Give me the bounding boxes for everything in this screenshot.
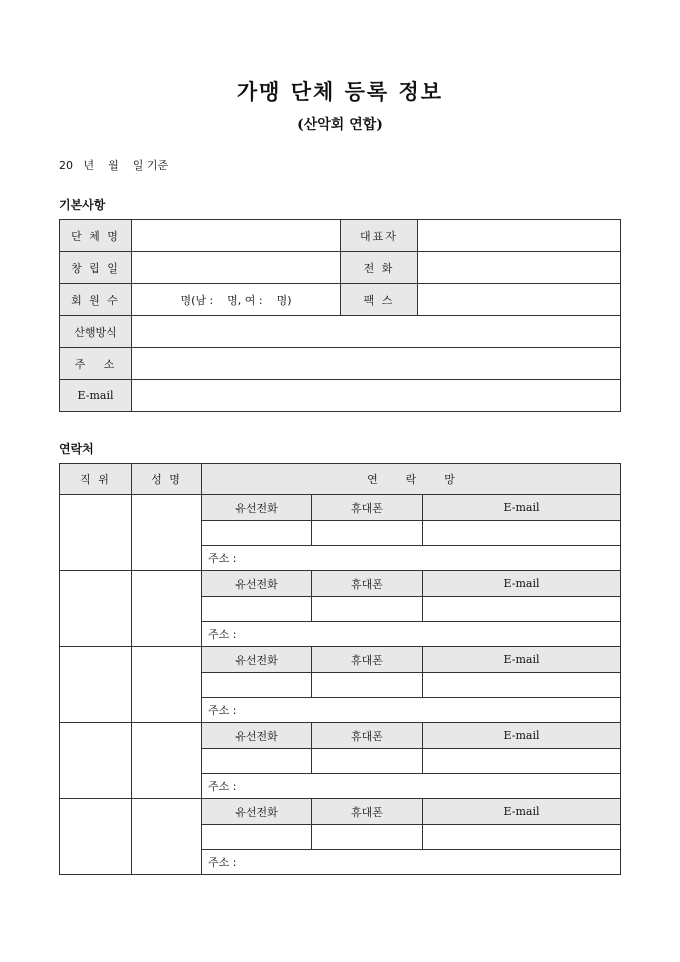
landline-subheader: 유선전화 (202, 647, 312, 673)
email-field[interactable] (132, 380, 621, 412)
contact-email-field[interactable] (423, 521, 621, 546)
contacts-section-title: 연락처 (59, 442, 94, 456)
contact-position-field[interactable] (60, 799, 132, 875)
hiking-method-label: 산행방식 (60, 316, 132, 348)
contact-name-field[interactable] (132, 723, 202, 799)
landline-field[interactable] (202, 521, 312, 546)
mobile-subheader: 휴대폰 (312, 723, 423, 749)
fax-field[interactable] (418, 284, 621, 316)
contact-address-label: 주소 : (208, 856, 237, 869)
contact-position-field[interactable] (60, 571, 132, 647)
contacts-table (59, 463, 621, 875)
phone-label: 전 화 (341, 252, 418, 284)
mobile-field[interactable] (312, 673, 423, 698)
representative-label: 대표자 (341, 220, 418, 252)
landline-subheader: 유선전화 (202, 723, 312, 749)
email-subheader: E-mail (423, 647, 621, 673)
member-count-field[interactable]: 명(남 : 명, 여 : 명) (132, 284, 341, 316)
contact-position-field[interactable] (60, 723, 132, 799)
mobile-subheader: 휴대폰 (312, 495, 423, 521)
landline-field[interactable] (202, 825, 312, 850)
contact-email-field[interactable] (423, 673, 621, 698)
founded-date-field[interactable] (132, 252, 341, 284)
landline-field[interactable] (202, 597, 312, 622)
contact-position-field[interactable] (60, 495, 132, 571)
contact-name-field[interactable] (132, 647, 202, 723)
mobile-field[interactable] (312, 521, 423, 546)
page-title: 가맹 단체 등록 정보 (236, 79, 444, 104)
contact-name-field[interactable] (132, 495, 202, 571)
contact-address-field[interactable] (202, 698, 621, 723)
contact-name-field[interactable] (132, 571, 202, 647)
mobile-subheader: 휴대폰 (312, 647, 423, 673)
contact-address-label: 주소 : (208, 552, 237, 565)
contact-address-field[interactable] (202, 546, 621, 571)
hiking-method-field[interactable] (132, 316, 621, 348)
contact-address-label: 주소 : (208, 704, 237, 717)
position-header: 직 위 (60, 464, 132, 495)
contact-position-field[interactable] (60, 647, 132, 723)
group-name-field[interactable] (132, 220, 341, 252)
contact-name-field[interactable] (132, 799, 202, 875)
email-subheader: E-mail (423, 799, 621, 825)
contact-address-field[interactable] (202, 850, 621, 875)
member-count-label: 회 원 수 (60, 284, 132, 316)
phone-field[interactable] (418, 252, 621, 284)
mobile-field[interactable] (312, 749, 423, 774)
basic-section-title: 기본사항 (59, 198, 106, 212)
landline-field[interactable] (202, 749, 312, 774)
address-field[interactable] (132, 348, 621, 380)
contact-header: 연 락 망 (202, 464, 621, 495)
mobile-field[interactable] (312, 825, 423, 850)
basic-info-table (59, 219, 621, 412)
landline-subheader: 유선전화 (202, 571, 312, 597)
name-header: 성 명 (132, 464, 202, 495)
email-label: E-mail (60, 380, 132, 412)
landline-subheader: 유선전화 (202, 799, 312, 825)
contact-email-field[interactable] (423, 749, 621, 774)
mobile-subheader: 휴대폰 (312, 799, 423, 825)
contact-email-field[interactable] (423, 597, 621, 622)
contact-email-field[interactable] (423, 825, 621, 850)
group-name-label: 단 체 명 (60, 220, 132, 252)
contact-address-field[interactable] (202, 622, 621, 647)
page-subtitle: (산악회 연합) (297, 117, 383, 133)
representative-field[interactable] (418, 220, 621, 252)
date-line: 20 년 월 일 기준 (59, 159, 169, 172)
contact-address-label: 주소 : (208, 780, 237, 793)
contact-address-field[interactable] (202, 774, 621, 799)
mobile-subheader: 휴대폰 (312, 571, 423, 597)
fax-label: 팩 스 (341, 284, 418, 316)
contact-address-label: 주소 : (208, 628, 237, 641)
landline-field[interactable] (202, 673, 312, 698)
founded-date-label: 창 립 일 (60, 252, 132, 284)
landline-subheader: 유선전화 (202, 495, 312, 521)
address-label: 주 소 (60, 348, 132, 380)
email-subheader: E-mail (423, 723, 621, 749)
email-subheader: E-mail (423, 571, 621, 597)
mobile-field[interactable] (312, 597, 423, 622)
email-subheader: E-mail (423, 495, 621, 521)
